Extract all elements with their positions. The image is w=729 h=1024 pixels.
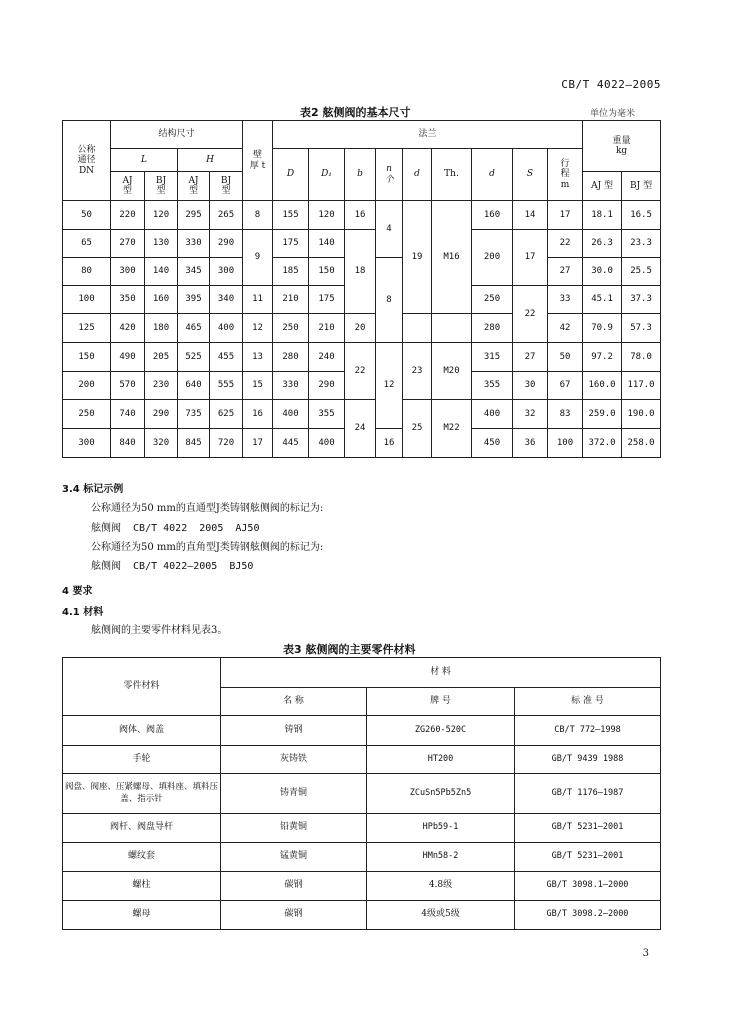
cell-w-bj: 258.0 — [622, 429, 661, 458]
cell-n: 16 — [376, 429, 403, 458]
cell-t: 13 — [243, 343, 273, 372]
standard-number: CB/T 4022—2005 — [561, 78, 661, 91]
cell-t: 9 — [243, 230, 273, 286]
cell-d: 25 — [403, 400, 432, 458]
table-row — [63, 230, 661, 258]
cell-th: M20 — [432, 343, 472, 400]
col-head-flange: 法兰 — [273, 121, 583, 149]
col-head-struct: 结构尺寸 — [111, 121, 243, 149]
section-4-1-title: 4.1 材料 — [62, 607, 104, 618]
col-head-weight: 重量 kg — [583, 121, 661, 172]
cell-name: 铸青铜 — [221, 774, 367, 814]
table2-unit: 单位为毫米 — [590, 109, 636, 119]
table-row — [63, 201, 661, 230]
cell-w-aj: 160.0 — [583, 372, 622, 400]
cell-D: 330 — [273, 372, 309, 400]
cell-grade: 4级或5级 — [367, 901, 515, 930]
cell-d2: 250 — [472, 286, 513, 314]
cell-b: 18 — [345, 230, 376, 314]
table2-caption: 表2 舷侧阀的基本尺寸 — [300, 106, 411, 119]
cell-S: 27 — [513, 343, 548, 372]
cell-w-aj: 70.9 — [583, 314, 622, 343]
cell-part: 手轮 — [63, 746, 221, 774]
table-row — [63, 814, 661, 843]
col-head-material: 材 料 — [221, 658, 661, 688]
cell-dn: 200 — [63, 372, 111, 400]
cell-l-bj: 130 — [145, 230, 178, 258]
cell-l-bj: 120 — [145, 201, 178, 230]
cell-D1: 400 — [309, 429, 345, 458]
cell-m: 33 — [548, 286, 583, 314]
table3-caption: 表3 舷侧阀的主要零件材料 — [283, 643, 416, 656]
section-3-4-title: 3.4 标记示例 — [62, 484, 124, 495]
table-row — [63, 901, 661, 930]
col-head-h-aj: AJ 型 — [178, 172, 210, 201]
cell-t: 15 — [243, 372, 273, 400]
cell-D: 185 — [273, 258, 309, 286]
cell-w-aj: 372.0 — [583, 429, 622, 458]
cell-std: GB/T 1176—1987 — [515, 774, 661, 814]
cell-std: GB/T 3098.1—2000 — [515, 872, 661, 901]
cell-w-aj: 18.1 — [583, 201, 622, 230]
cell-h-aj: 640 — [178, 372, 210, 400]
col-head-weight-aj: AJ 型 — [583, 172, 622, 201]
cell-part: 螺母 — [63, 901, 221, 930]
cell-grade: ZG260-520C — [367, 716, 515, 746]
cell-D: 155 — [273, 201, 309, 230]
cell-grade: 4.8级 — [367, 872, 515, 901]
cell-d2: 280 — [472, 314, 513, 343]
cell-l-bj: 140 — [145, 258, 178, 286]
cell-l-aj: 420 — [111, 314, 145, 343]
cell-m: 17 — [548, 201, 583, 230]
table-row — [63, 746, 661, 774]
cell-h-aj: 395 — [178, 286, 210, 314]
cell-name: 灰铸铁 — [221, 746, 367, 774]
col-head-D: D — [273, 149, 309, 201]
table2-dimensions — [62, 120, 661, 458]
table-row — [63, 843, 661, 872]
cell-grade: HMn58-2 — [367, 843, 515, 872]
cell-w-bj: 190.0 — [622, 400, 661, 429]
cell-std: GB/T 5231—2001 — [515, 814, 661, 843]
cell-std: GB/T 3098.2—2000 — [515, 901, 661, 930]
col-head-H: H — [178, 149, 243, 172]
cell-l-aj: 220 — [111, 201, 145, 230]
cell-m: 67 — [548, 372, 583, 400]
cell-w-bj: 37.3 — [622, 286, 661, 314]
table-row — [63, 400, 661, 429]
cell-w-aj: 45.1 — [583, 286, 622, 314]
cell-h-bj: 555 — [210, 372, 243, 400]
cell-dn: 250 — [63, 400, 111, 429]
cell-D1: 355 — [309, 400, 345, 429]
cell-D: 175 — [273, 230, 309, 258]
table-row — [63, 716, 661, 746]
cell-w-aj: 259.0 — [583, 400, 622, 429]
materials-intro: 舷侧阀的主要零件材料见表3。 — [91, 625, 228, 636]
cell-std: GB/T 5231—2001 — [515, 843, 661, 872]
cell-h-aj: 465 — [178, 314, 210, 343]
cell-D: 445 — [273, 429, 309, 458]
cell-S: 36 — [513, 429, 548, 458]
cell-m: 27 — [548, 258, 583, 286]
cell-m: 42 — [548, 314, 583, 343]
cell-w-bj: 16.5 — [622, 201, 661, 230]
cell-th: M22 — [432, 400, 472, 458]
cell-S: 22 — [513, 286, 548, 343]
cell-d2: 315 — [472, 343, 513, 372]
cell-th — [432, 314, 472, 343]
col-head-b: b — [345, 149, 376, 201]
cell-h-bj: 265 — [210, 201, 243, 230]
cell-h-bj: 625 — [210, 400, 243, 429]
table-row — [63, 343, 661, 372]
cell-w-aj: 30.0 — [583, 258, 622, 286]
cell-dn: 300 — [63, 429, 111, 458]
cell-l-aj: 350 — [111, 286, 145, 314]
cell-grade: HT200 — [367, 746, 515, 774]
cell-w-bj: 23.3 — [622, 230, 661, 258]
cell-h-bj: 400 — [210, 314, 243, 343]
cell-part: 螺柱 — [63, 872, 221, 901]
cell-l-bj: 320 — [145, 429, 178, 458]
cell-dn: 150 — [63, 343, 111, 372]
cell-name: 锰黄铜 — [221, 843, 367, 872]
cell-std: CB/T 772—1998 — [515, 716, 661, 746]
cell-D: 250 — [273, 314, 309, 343]
cell-m: 100 — [548, 429, 583, 458]
cell-S: 17 — [513, 230, 548, 286]
col-head-stroke: 行 程 m — [548, 149, 583, 201]
cell-b: 16 — [345, 201, 376, 230]
cell-part: 阀盘、阀座、压紧螺母、填料座、填料压盖、指示针 — [63, 774, 221, 814]
cell-h-bj: 290 — [210, 230, 243, 258]
col-head-d: d — [403, 149, 432, 201]
cell-D1: 240 — [309, 343, 345, 372]
cell-dn: 100 — [63, 286, 111, 314]
cell-dn: 125 — [63, 314, 111, 343]
cell-h-aj: 735 — [178, 400, 210, 429]
cell-l-aj: 740 — [111, 400, 145, 429]
table3-materials — [62, 657, 661, 930]
col-head-thickness: 壁 厚 t — [243, 121, 273, 201]
cell-m: 83 — [548, 400, 583, 429]
col-head-d2: d — [472, 149, 513, 201]
cell-t: 8 — [243, 201, 273, 230]
cell-l-aj: 840 — [111, 429, 145, 458]
cell-D1: 140 — [309, 230, 345, 258]
cell-dn: 80 — [63, 258, 111, 286]
cell-l-bj: 290 — [145, 400, 178, 429]
cell-d2: 400 — [472, 400, 513, 429]
cell-l-bj: 160 — [145, 286, 178, 314]
cell-h-bj: 300 — [210, 258, 243, 286]
cell-l-bj: 180 — [145, 314, 178, 343]
cell-grade: HPb59-1 — [367, 814, 515, 843]
cell-dn: 65 — [63, 230, 111, 258]
cell-b: 24 — [345, 400, 376, 458]
col-head-part: 零件材料 — [63, 658, 221, 716]
table-row — [63, 872, 661, 901]
cell-w-aj: 26.3 — [583, 230, 622, 258]
cell-part: 阀体、阀盖 — [63, 716, 221, 746]
cell-D: 400 — [273, 400, 309, 429]
col-head-L: L — [111, 149, 178, 172]
table-row — [63, 314, 661, 343]
cell-n: 4 — [376, 201, 403, 258]
cell-t: 11 — [243, 286, 273, 314]
table-row — [63, 774, 661, 814]
cell-D1: 210 — [309, 314, 345, 343]
cell-S: 14 — [513, 201, 548, 230]
col-head-h-bj: BJ 型 — [210, 172, 243, 201]
cell-w-aj: 97.2 — [583, 343, 622, 372]
cell-h-bj: 720 — [210, 429, 243, 458]
cell-D: 280 — [273, 343, 309, 372]
cell-d: 19 — [403, 201, 432, 314]
cell-d: 23 — [403, 343, 432, 400]
marking-example-2: 舷侧阀 CB/T 4022—2005 BJ50 — [91, 561, 254, 572]
cell-part: 螺纹套 — [63, 843, 221, 872]
cell-d — [403, 314, 432, 343]
cell-n: 12 — [376, 343, 403, 429]
cell-m: 22 — [548, 230, 583, 258]
cell-l-aj: 490 — [111, 343, 145, 372]
col-head-D1: D₁ — [309, 149, 345, 201]
cell-part: 阀杆、阀盘导杆 — [63, 814, 221, 843]
cell-dn: 50 — [63, 201, 111, 230]
cell-name: 铸钢 — [221, 716, 367, 746]
cell-h-bj: 455 — [210, 343, 243, 372]
cell-m: 50 — [548, 343, 583, 372]
marking-example-desc-2: 公称通径为50 mm的直角型J类铸钢舷侧阀的标记为: — [91, 542, 324, 553]
cell-d2: 355 — [472, 372, 513, 400]
col-head-weight-bj: BJ 型 — [622, 172, 661, 201]
marking-example-desc-1: 公称通径为50 mm的直通型J类铸钢舷侧阀的标记为: — [91, 503, 324, 514]
cell-h-aj: 295 — [178, 201, 210, 230]
cell-D1: 175 — [309, 286, 345, 314]
col-head-S: S — [513, 149, 548, 201]
cell-grade: ZCuSn5Pb5Zn5 — [367, 774, 515, 814]
cell-D: 210 — [273, 286, 309, 314]
cell-d2: 200 — [472, 230, 513, 286]
section-4-title: 4 要求 — [62, 586, 93, 597]
cell-b: 22 — [345, 343, 376, 400]
cell-t: 17 — [243, 429, 273, 458]
page-number: 3 — [642, 948, 649, 959]
cell-w-bj: 25.5 — [622, 258, 661, 286]
cell-l-aj: 300 — [111, 258, 145, 286]
cell-l-bj: 230 — [145, 372, 178, 400]
col-head-n: n 个 — [376, 149, 403, 201]
col-head-dn: 公称 通径 DN — [63, 121, 111, 201]
cell-h-aj: 845 — [178, 429, 210, 458]
cell-l-aj: 570 — [111, 372, 145, 400]
col-head-name: 名 称 — [221, 688, 367, 716]
cell-w-bj: 117.0 — [622, 372, 661, 400]
cell-l-aj: 270 — [111, 230, 145, 258]
cell-w-bj: 78.0 — [622, 343, 661, 372]
cell-S: 30 — [513, 372, 548, 400]
col-head-l-bj: BJ 型 — [145, 172, 178, 201]
marking-example-1: 舷侧阀 CB/T 4022 2005 AJ50 — [91, 523, 260, 534]
cell-name: 碳钢 — [221, 872, 367, 901]
cell-b: 20 — [345, 314, 376, 343]
col-head-th: Th. — [432, 149, 472, 201]
cell-name: 碳钢 — [221, 901, 367, 930]
cell-D1: 150 — [309, 258, 345, 286]
col-head-grade: 牌 号 — [367, 688, 515, 716]
cell-d2: 160 — [472, 201, 513, 230]
col-head-std: 标 准 号 — [515, 688, 661, 716]
cell-std: GB/T 9439 1988 — [515, 746, 661, 774]
cell-D1: 290 — [309, 372, 345, 400]
col-head-l-aj: AJ 型 — [111, 172, 145, 201]
cell-d2: 450 — [472, 429, 513, 458]
cell-h-aj: 330 — [178, 230, 210, 258]
cell-t: 16 — [243, 400, 273, 429]
cell-S: 32 — [513, 400, 548, 429]
cell-th: M16 — [432, 201, 472, 314]
cell-h-bj: 340 — [210, 286, 243, 314]
cell-name: 铅黄铜 — [221, 814, 367, 843]
cell-t: 12 — [243, 314, 273, 343]
cell-n: 8 — [376, 258, 403, 343]
cell-w-bj: 57.3 — [622, 314, 661, 343]
cell-h-aj: 525 — [178, 343, 210, 372]
cell-l-bj: 205 — [145, 343, 178, 372]
cell-D1: 120 — [309, 201, 345, 230]
cell-h-aj: 345 — [178, 258, 210, 286]
